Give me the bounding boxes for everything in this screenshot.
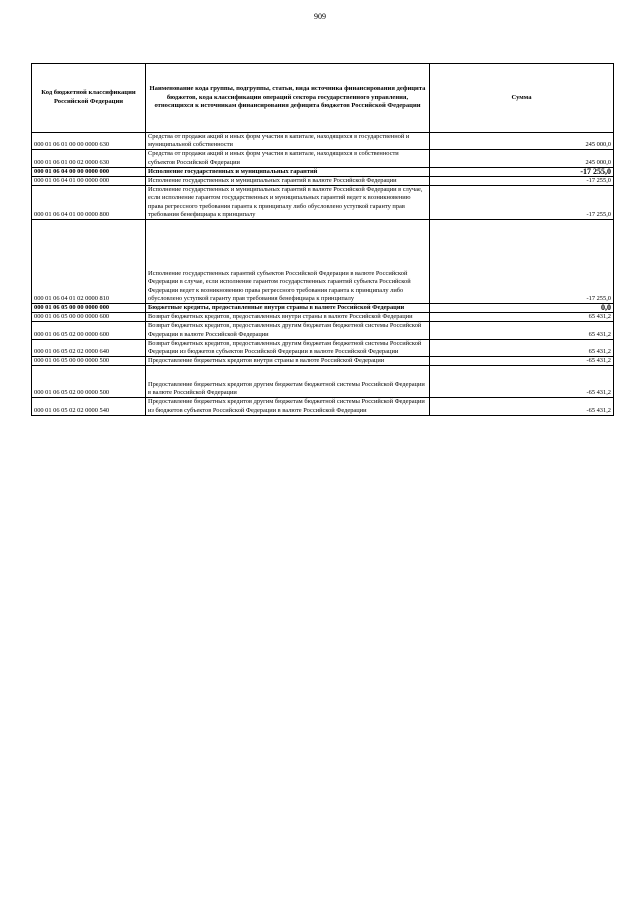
header-code: Код бюджетной классификации Российской Федерации [32,64,146,133]
row-sum: 245 000,0 [430,133,614,150]
row-code: 000 01 06 05 02 00 0000 600 [32,322,146,339]
table-row [32,150,614,167]
row-sum: 65 431,2 [430,322,614,339]
row-name: Предоставление бюджетных кредитов другим бюджетам бюджетной системы Российской Федерации из бюджетов субъектов Российской Федерации в валюте Российской Федерации [146,398,430,415]
row-name: Исполнение государственных гарантий субъектов Российской Федерации в валюте Российской Федерации в случае, если исполнение гарантом государственных гарантий субъекта Российской Федерации ведет к возникновению права регрессного требования гаранта к принципалу либо обусловлено уступкой гаранту прав требования бенефициара к принципалу [146,220,430,304]
row-sum: -17 255,0 [430,220,614,304]
row-name: Возврат бюджетных кредитов, предоставленных другим бюджетам бюджетной системы Российской Федерации в валюте Российской Федерации [146,322,430,339]
row-name: Бюджетные кредиты, предоставленные внутри страны в валюте Российской Федерации [146,304,430,313]
budget-sources-table [31,63,614,416]
row-name: Возврат бюджетных кредитов, предоставленных внутри страны в валюте Российской Федерации [146,313,430,322]
row-sum: -17 255,0 [430,186,614,220]
table-row [32,220,614,304]
row-code: 000 01 06 05 00 00 0000 500 [32,357,146,366]
table-row [32,357,614,366]
row-sum: -65 431,2 [430,357,614,366]
row-sum: -17 255,0 [430,167,614,176]
table-row [32,167,614,176]
table-row [32,177,614,186]
row-sum: -65 431,2 [430,366,614,398]
row-code: 000 01 06 04 01 00 0000 000 [32,177,146,186]
row-name: Возврат бюджетных кредитов, предоставленных другим бюджетам бюджетной системы Российской Федерации из бюджетов субъектов Российской Федерации в валюте Российской Федерации [146,339,430,356]
table-row [32,133,614,150]
row-code: 000 01 06 05 00 00 0000 000 [32,304,146,313]
row-sum: 65 431,2 [430,339,614,356]
row-sum: -17 255,0 [430,177,614,186]
row-code: 000 01 06 04 01 00 0000 800 [32,186,146,220]
row-name: Предоставление бюджетных кредитов другим бюджетам бюджетной системы Российской Федерации в валюте Российской Федерации [146,366,430,398]
table-row [32,313,614,322]
row-code: 000 01 06 04 01 02 0000 810 [32,220,146,304]
row-name: Средства от продажи акций и иных форм участия в капитале, находящихся в государственной и муниципальной собственности [146,133,430,150]
row-name: Исполнение государственных и муниципальных гарантий в валюте Российской Федерации в случае, если исполнение гарантом государственных и муниципальных гарантий ведет к возникновению права регрессного требования гаранта к принципалу либо обусловлено уступкой гаранту прав требования бенефициара к принципалу [146,186,430,220]
row-name: Средства от продажи акций и иных форм участия в капитале, находящихся в собственности субъектов Российской Федерации [146,150,430,167]
table-row [32,366,614,398]
row-name: Предоставление бюджетных кредитов внутри страны в валюте Российской Федерации [146,357,430,366]
row-sum: 65 431,2 [430,313,614,322]
row-sum: 0,0 [430,304,614,313]
table-row [32,322,614,339]
page-number: 909 [314,12,326,21]
table-body [32,133,614,416]
row-name: Исполнение государственных и муниципальных гарантий [146,167,430,176]
table-row [32,398,614,415]
row-code: 000 01 06 01 00 02 0000 630 [32,150,146,167]
row-code: 000 01 06 05 02 00 0000 500 [32,366,146,398]
header-sum: Сумма [430,64,614,133]
table-row [32,339,614,356]
row-name: Исполнение государственных и муниципальных гарантий в валюте Российской Федерации [146,177,430,186]
row-code: 000 01 06 05 00 00 0000 600 [32,313,146,322]
row-sum: 245 000,0 [430,150,614,167]
row-code: 000 01 06 05 02 02 0000 540 [32,398,146,415]
table-header-row [32,64,614,133]
row-code: 000 01 06 05 02 02 0000 640 [32,339,146,356]
row-code: 000 01 06 04 00 00 0000 000 [32,167,146,176]
table-row [32,304,614,313]
table-row [32,186,614,220]
row-sum: -65 431,2 [430,398,614,415]
header-name: Наименование кода группы, подгруппы, статьи, вида источника финансирования дефицита бюджетов, кода классификации операций сектора государственного управления, относящихся к источникам финансирования дефицита бюджетов Российской Федерации [146,64,430,133]
row-code: 000 01 06 01 00 00 0000 630 [32,133,146,150]
